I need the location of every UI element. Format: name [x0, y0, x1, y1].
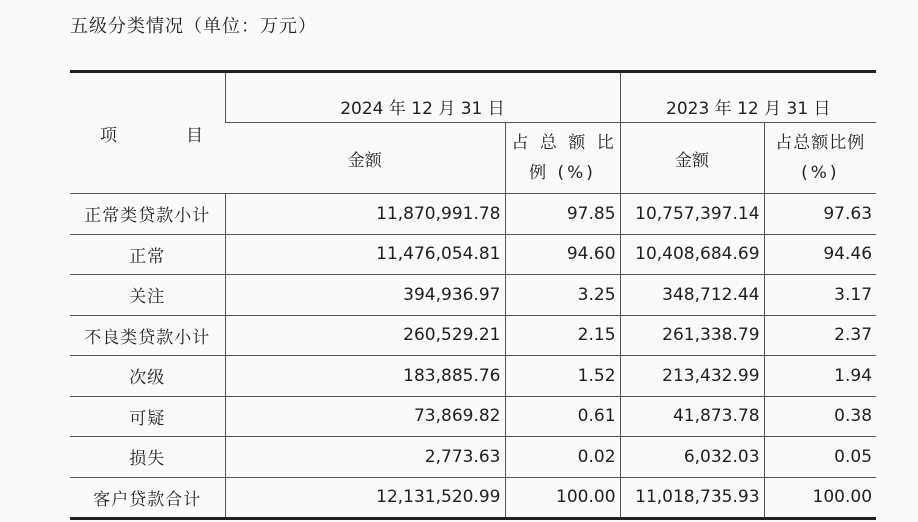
row-label: 关注: [70, 275, 225, 316]
ratio-2023: 0.38: [764, 396, 876, 437]
amount-2024: 11,476,054.81: [225, 234, 505, 275]
table-row: [70, 275, 876, 316]
header-period-2023: 2023 年 12 月 31 日: [620, 72, 876, 123]
ratio-2024: 100.00: [505, 477, 620, 519]
header-item: 项 目: [70, 72, 225, 194]
amount-2024: 260,529.21: [225, 315, 505, 356]
table-row: [70, 356, 876, 397]
ratio-2024: 0.02: [505, 437, 620, 478]
ratio-2023: 1.94: [764, 356, 876, 397]
header-ratio-2024: [505, 123, 620, 194]
header-ratio-2024-line2: 例 (%): [529, 163, 596, 183]
row-label: 次级: [70, 356, 225, 397]
row-label: 可疑: [70, 396, 225, 437]
header-ratio-2023-line2: (%): [801, 163, 840, 183]
table-row: [70, 437, 876, 478]
ratio-2024: 0.61: [505, 396, 620, 437]
table-row: [70, 315, 876, 356]
amount-2024: 2,773.63: [225, 437, 505, 478]
ratio-2024: 1.52: [505, 356, 620, 397]
header-ratio-2024-line1: 占 总 额 比: [511, 133, 617, 153]
table-caption: 五级分类情况（单位：万元）: [70, 16, 317, 37]
ratio-2023: 97.63: [764, 194, 876, 235]
amount-2024: 11,870,991.78: [225, 194, 505, 235]
table-row: [70, 396, 876, 437]
row-label: 损失: [70, 437, 225, 478]
amount-2023: 41,873.78: [620, 396, 764, 437]
ratio-2024: 97.85: [505, 194, 620, 235]
amount-2023: 10,757,397.14: [620, 194, 764, 235]
ratio-2023: 100.00: [764, 477, 876, 519]
table-row: [70, 194, 876, 235]
amount-2023: 11,018,735.93: [620, 477, 764, 519]
header-ratio-2023: [764, 123, 876, 194]
amount-2024: 73,869.82: [225, 396, 505, 437]
header-amount-2024: 金额: [225, 123, 505, 194]
row-label: 不良类贷款小计: [70, 315, 225, 356]
row-label: 正常类贷款小计: [70, 194, 225, 235]
loan-classification-table: [70, 70, 876, 520]
ratio-2023: 3.17: [764, 275, 876, 316]
ratio-2023: 2.37: [764, 315, 876, 356]
amount-2024: 394,936.97: [225, 275, 505, 316]
header-ratio-2023-line1: 占总额比例: [775, 133, 866, 153]
amount-2024: 183,885.76: [225, 356, 505, 397]
ratio-2023: 0.05: [764, 437, 876, 478]
table-row: [70, 477, 876, 519]
ratio-2023: 94.46: [764, 234, 876, 275]
row-label: 客户贷款合计: [70, 477, 225, 519]
amount-2024: 12,131,520.99: [225, 477, 505, 519]
row-label: 正常: [70, 234, 225, 275]
ratio-2024: 94.60: [505, 234, 620, 275]
amount-2023: 213,432.99: [620, 356, 764, 397]
amount-2023: 6,032.03: [620, 437, 764, 478]
header-amount-2023: 金额: [620, 123, 764, 194]
amount-2023: 261,338.79: [620, 315, 764, 356]
amount-2023: 348,712.44: [620, 275, 764, 316]
ratio-2024: 2.15: [505, 315, 620, 356]
table-row: [70, 234, 876, 275]
amount-2023: 10,408,684.69: [620, 234, 764, 275]
ratio-2024: 3.25: [505, 275, 620, 316]
header-period-2024: 2024 年 12 月 31 日: [225, 72, 620, 123]
